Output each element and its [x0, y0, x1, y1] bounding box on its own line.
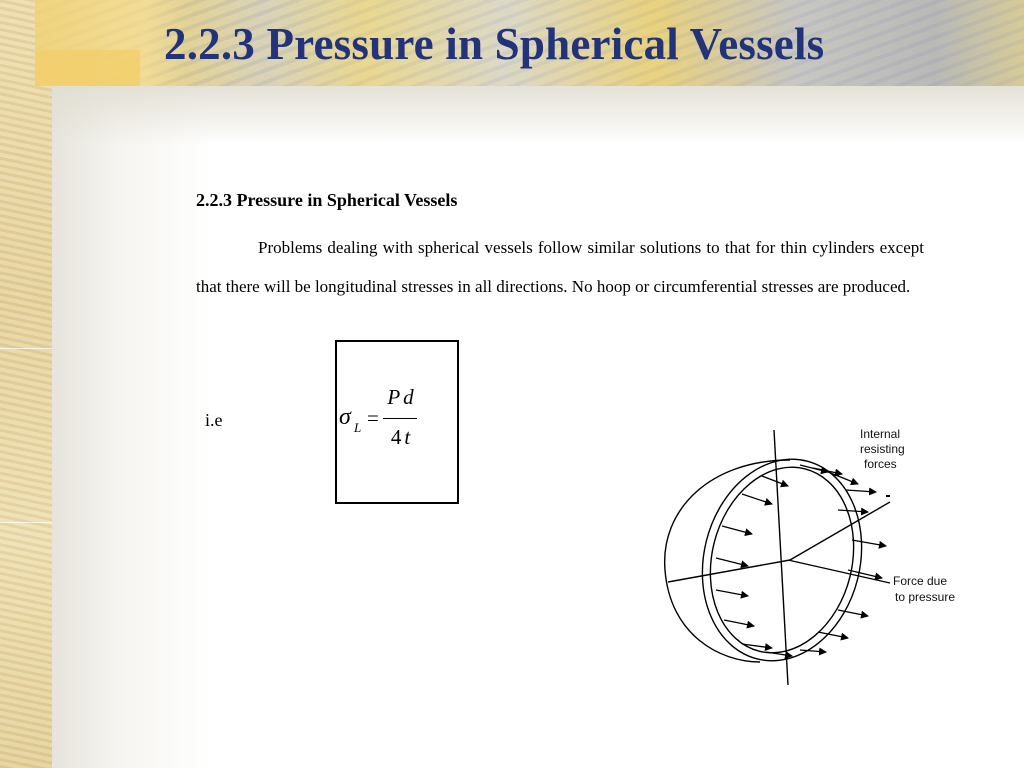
slide-title: 2.2.3 Pressure in Spherical Vessels: [164, 19, 825, 69]
denominator-number: 4: [390, 425, 405, 449]
sphere-section-diagram: [650, 400, 990, 700]
sigma-subscript: L: [354, 420, 362, 435]
body-paragraph: Problems dealing with spherical vessels follow similar solutions to that for thin cylinders except that there will be longitudinal stresses in all directions. No hoop or circumferential stresses are produced.: [196, 238, 924, 296]
formula-denominator: [387, 425, 417, 450]
label-internal-line1: Internal: [860, 427, 901, 441]
border-seam: [0, 522, 52, 523]
label-internal-line3: forces: [864, 457, 897, 471]
formula-numerator: Pd: [387, 385, 417, 409]
banner-accent: [35, 50, 140, 86]
ie-label: i.e: [205, 410, 223, 430]
formula-box: [335, 340, 459, 504]
denominator-variable: t: [404, 425, 414, 449]
border-seam: [0, 348, 52, 349]
outer-section-ring: [682, 442, 883, 678]
panel-shadow: [52, 86, 1024, 146]
label-internal-line2: resisting: [860, 442, 905, 456]
label-force-line1: Force due: [893, 574, 948, 588]
force-leader-line: [788, 560, 890, 583]
parchment-border: [0, 0, 52, 768]
sigma-symbol: σ: [339, 404, 351, 430]
equals-sign: =: [367, 406, 379, 430]
fraction-bar: [383, 418, 417, 419]
horizontal-axis: [668, 560, 790, 582]
label-force-line2: to pressure: [895, 590, 956, 604]
section-heading: 2.2.3 Pressure in Spherical Vessels: [196, 190, 458, 210]
